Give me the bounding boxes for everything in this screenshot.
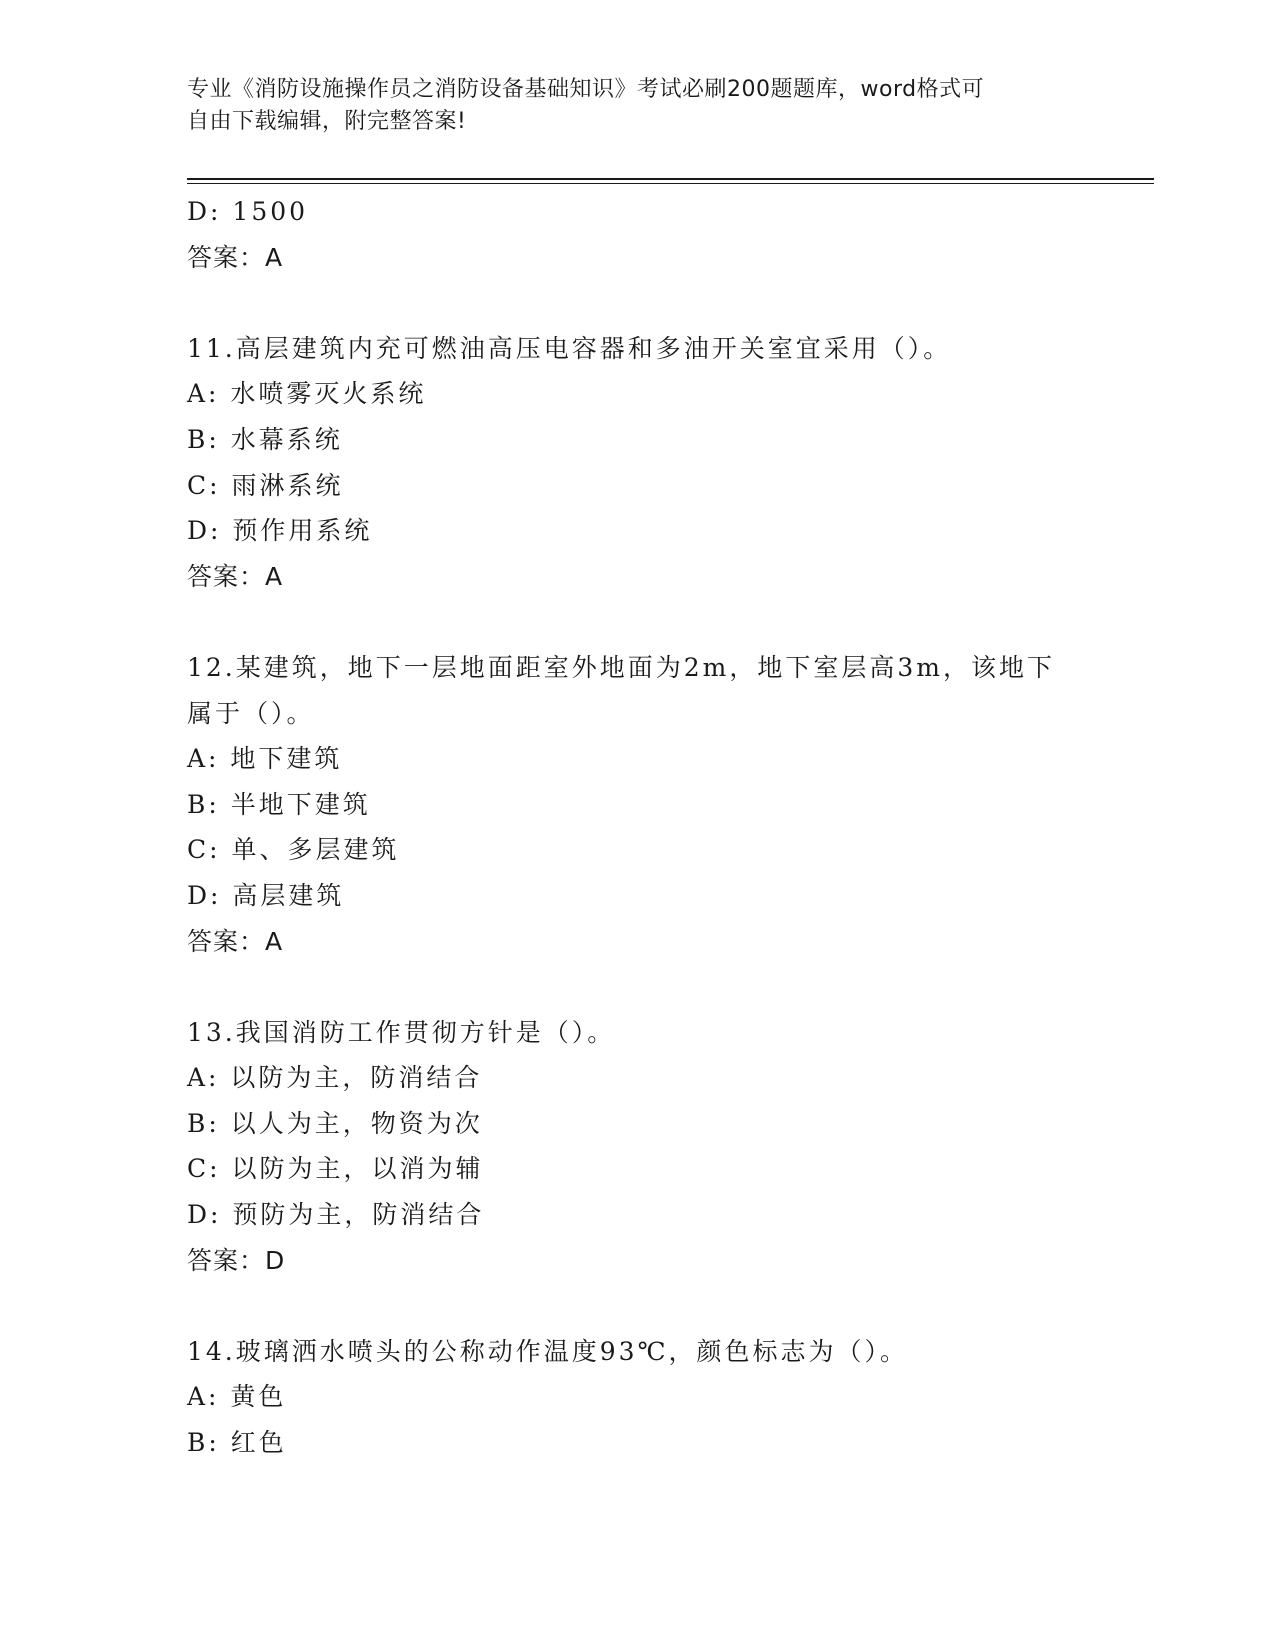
option-c: C: 雨淋系统 bbox=[187, 470, 344, 500]
header-line-2: 自由下载编辑，附完整答案! bbox=[187, 109, 467, 134]
option-b: B: 半地下建筑 bbox=[187, 789, 371, 819]
option-a: A: 地下建筑 bbox=[187, 744, 343, 774]
option-b: B: 水幕系统 bbox=[187, 424, 343, 454]
question-14 bbox=[187, 1329, 1154, 1466]
option-d: D: 预防为主，防消结合 bbox=[187, 1200, 485, 1230]
document-header bbox=[187, 74, 1087, 138]
header-rule-thick bbox=[187, 178, 1154, 180]
option-d: D: 预作用系统 bbox=[187, 516, 373, 546]
question-stem: 13.我国消防工作贯彻方针是（）。 bbox=[187, 1017, 616, 1047]
option-a: A: 以防为主，防消结合 bbox=[187, 1063, 483, 1093]
option-a: A: 黄色 bbox=[187, 1382, 287, 1412]
answer: 答案：A bbox=[187, 926, 284, 956]
carryover-option-d: D: 1500 bbox=[187, 197, 309, 226]
option-c: C: 单、多层建筑 bbox=[187, 835, 400, 865]
question-12 bbox=[187, 645, 1154, 964]
option-d: D: 高层建筑 bbox=[187, 880, 345, 910]
document-body bbox=[187, 189, 1154, 1466]
spacer bbox=[187, 1283, 1154, 1329]
option-c: C: 以防为主，以消为辅 bbox=[187, 1154, 484, 1184]
question-11 bbox=[187, 326, 1154, 600]
spacer bbox=[187, 599, 1154, 645]
carryover-answer: 答案：A bbox=[187, 242, 284, 272]
question-stem: 14.玻璃洒水喷头的公称动作温度93℃，颜色标志为（）。 bbox=[187, 1336, 909, 1366]
option-b: B: 以人为主，物资为次 bbox=[187, 1108, 483, 1138]
header-rule-thin bbox=[187, 183, 1154, 184]
spacer bbox=[187, 280, 1154, 326]
header-line-1: 专业《消防设施操作员之消防设备基础知识》考试必刷200题题库，word格式可 bbox=[187, 77, 985, 102]
spacer bbox=[187, 964, 1154, 1010]
question-stem: 11.高层建筑内充可燃油高压电容器和多油开关室宜采用（）。 bbox=[187, 333, 952, 363]
answer: 答案：D bbox=[187, 1245, 286, 1275]
question-stem: 12.某建筑，地下一层地面距室外地面为2m，地下室层高3m，该地下 bbox=[187, 652, 1055, 682]
question-stem-continued: 属于（）。 bbox=[187, 698, 315, 728]
option-b: B: 红色 bbox=[187, 1428, 287, 1458]
question-13 bbox=[187, 1010, 1154, 1284]
option-a: A: 水喷雾灭火系统 bbox=[187, 379, 427, 409]
answer: 答案：A bbox=[187, 561, 284, 591]
